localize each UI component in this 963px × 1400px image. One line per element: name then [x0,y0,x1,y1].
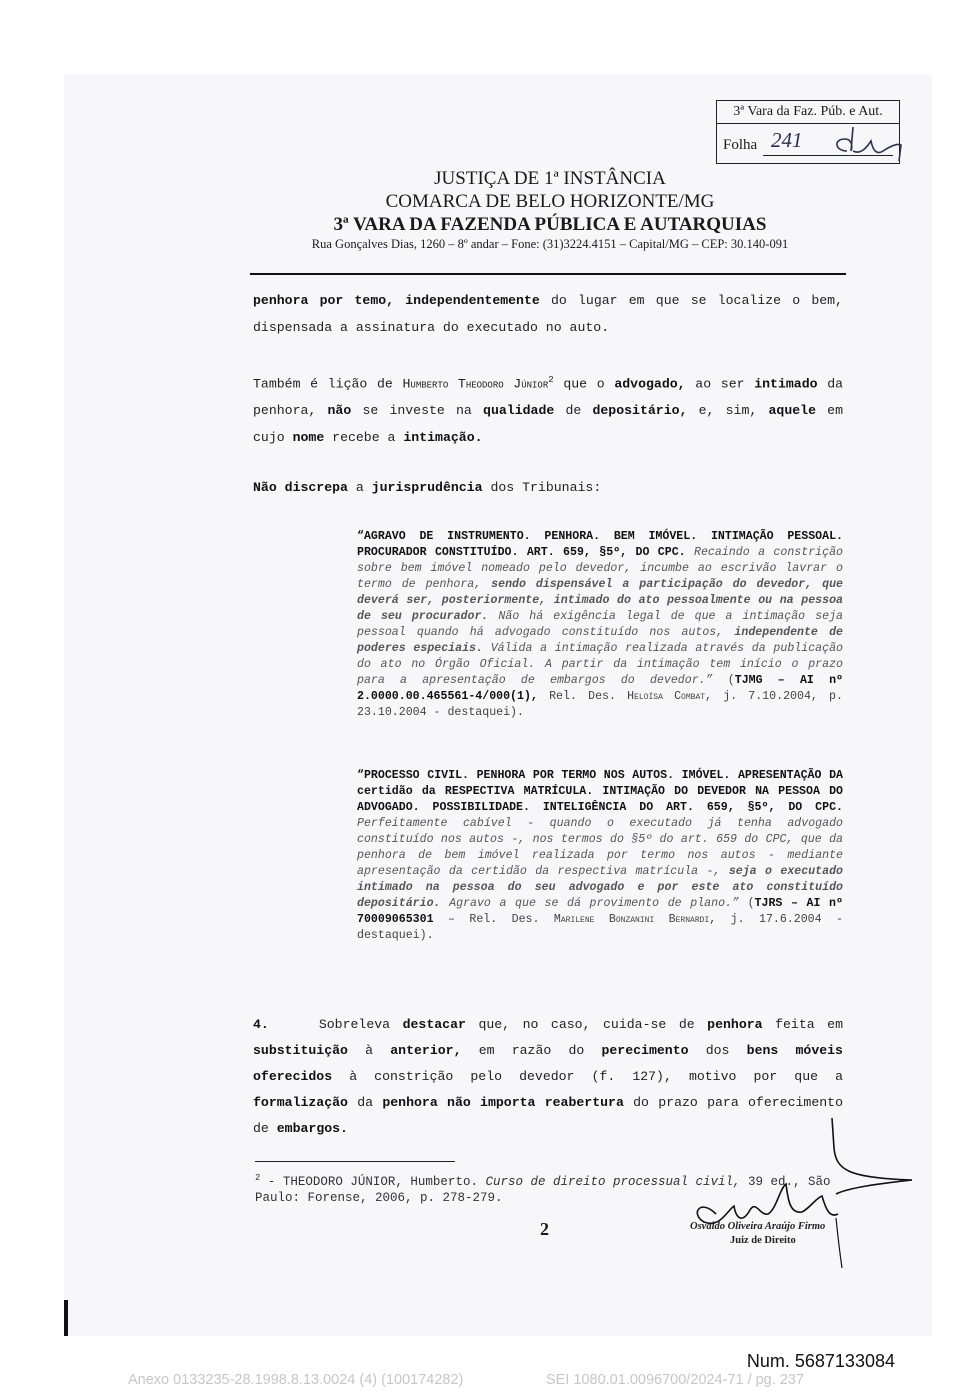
paragraph-1: penhora por temo, independentemente do lugar em que se localize o bem, dispensada a assinatura do executado no auto. [253,293,843,335]
folio-stamp [716,100,900,164]
header-address: Rua Gonçalves Dias, 1260 – 8º andar – Fone: (31)3224.4151 – Capital/MG – CEP: 30.140-091 [311,237,789,251]
judge-name: Osvaldo Oliveira Araújo Firmo [690,1221,826,1232]
footer-annex-reference: Anexo 0133235-28.1998.8.13.0024 (4) (100174282) [128,1372,464,1388]
judge-title: Juiz de Direito [730,1235,796,1246]
paragraph-number: 4. [253,1017,269,1032]
stamp-folha-label: Folha [723,137,758,153]
case-quote-2: “PROCESSO CIVIL. PENHORA POR TERMO NOS AUTOS. IMÓVEL. APRESENTAÇÃO DA certidão da RESPECTIVA MATRÍCULA. INTIMAÇÃO DO DEVEDOR NA PESSOA DO ADVOGADO. POSSIBILIDADE. INTELIGÊNCIA DO ART. 659, §5º, DO CPC. Perfeitamente cabível - quando o executado já tenha advogado constituído nos autos -, nos termos do §5º do art. 659 do CPC, que da penhora de bem imóvel realizada por termo nos autos - mediante apresentação da certidão da respectiva matrícula -, seja o executado intimado na pessoa do seu advogado e por este ato constituído depositário. Agravo a que se dá provimento de plano.” (TJRS – AI nº 70009065301 – Rel. Des. Marilene Bonzanini Bernardi, j. 17.6.2004 - destaquei). [357,769,843,942]
stamp-initials-signature [817,121,903,165]
footnote-rule [255,1161,455,1162]
header-line-3: 3ª VARA DA FAZENDA PÚBLICA E AUTARQUIAS [333,214,767,235]
case-quote-1: “AGRAVO DE INSTRUMENTO. PENHORA. BEM IMÓVEL. INTIMAÇÃO PESSOAL. PROCURADOR CONSTITUÍDO. ART. 659, §5º, DO CPC. Recaindo a constrição sobre bem imóvel nomeado pelo devedor, incumbe ao escrivão lavrar o termo de penhora, sendo dispensável a participação do devedor, que deverá ser, posteriormente, intimado do ato pessoalmente ou na pessoa de seu procurador. Não há exigência legal de que a intimação seja pessoal quando há advogado constituído nos autos, independente de poderes especiais. Válida a intimação realizada através da publicação do ato no Órgão Oficial. A partir da intimação tem início o prazo para a apresentação de embargos do devedor.” (TJMG – AI nº 2.0000.00.465561-4/000(1), Rel. Des. Heloísa Combat, j. 7.10.2004, p. 23.10.2004 - destaquei). [357,530,843,719]
footer-sei-reference: SEI 1080.01.0096700/2024-71 / pg. 237 [546,1372,804,1388]
document-number: Num. 5687133084 [746,1351,895,1371]
judge-signature [676,1118,916,1268]
footnote: $^2$ - THEODORO JÚNIOR, Humberto. Curso de direito processual civil, 39 ed., São Paulo: Forense, 2006, p. 278-279. [255,1173,831,1206]
paragraph-4: 4. Sobreleva destacar que, no caso, cuida-se de penhora feita em substituição à anterior, em razão do perecimento dos bens móveis oferecidos à constrição pelo devedor (f. 127), motivo por que a formalização da penhora não importa reabertura do prazo para oferecimento de embargos. [253,1017,843,1136]
scan-edge-mark [64,1300,68,1336]
header-line-1: JUSTIÇA DE 1ª INSTÂNCIA [434,168,666,189]
stamp-folha-number: 241 [771,128,803,152]
paragraph-2: Também é lição de Humberto Theodoro Júnior$^2$ que o advogado, ao ser intimado da penhora, não se investe na qualidade de depositário, e, sim, aquele em cujo nome recebe a intimação. [253,375,844,446]
header-line-2: COMARCA DE BELO HORIZONTE/MG [385,191,715,212]
stamp-title: 3ª Vara da Faz. Púb. e Aut. [717,101,899,124]
author-name: Humberto Theodoro Júnior [402,376,549,392]
page-number: 2 [540,1219,549,1239]
paragraph-3: Não discrepa a jurisprudência dos Tribunais: [253,480,602,495]
footnote-ref: 2 [548,375,554,385]
header-rule [250,273,846,275]
